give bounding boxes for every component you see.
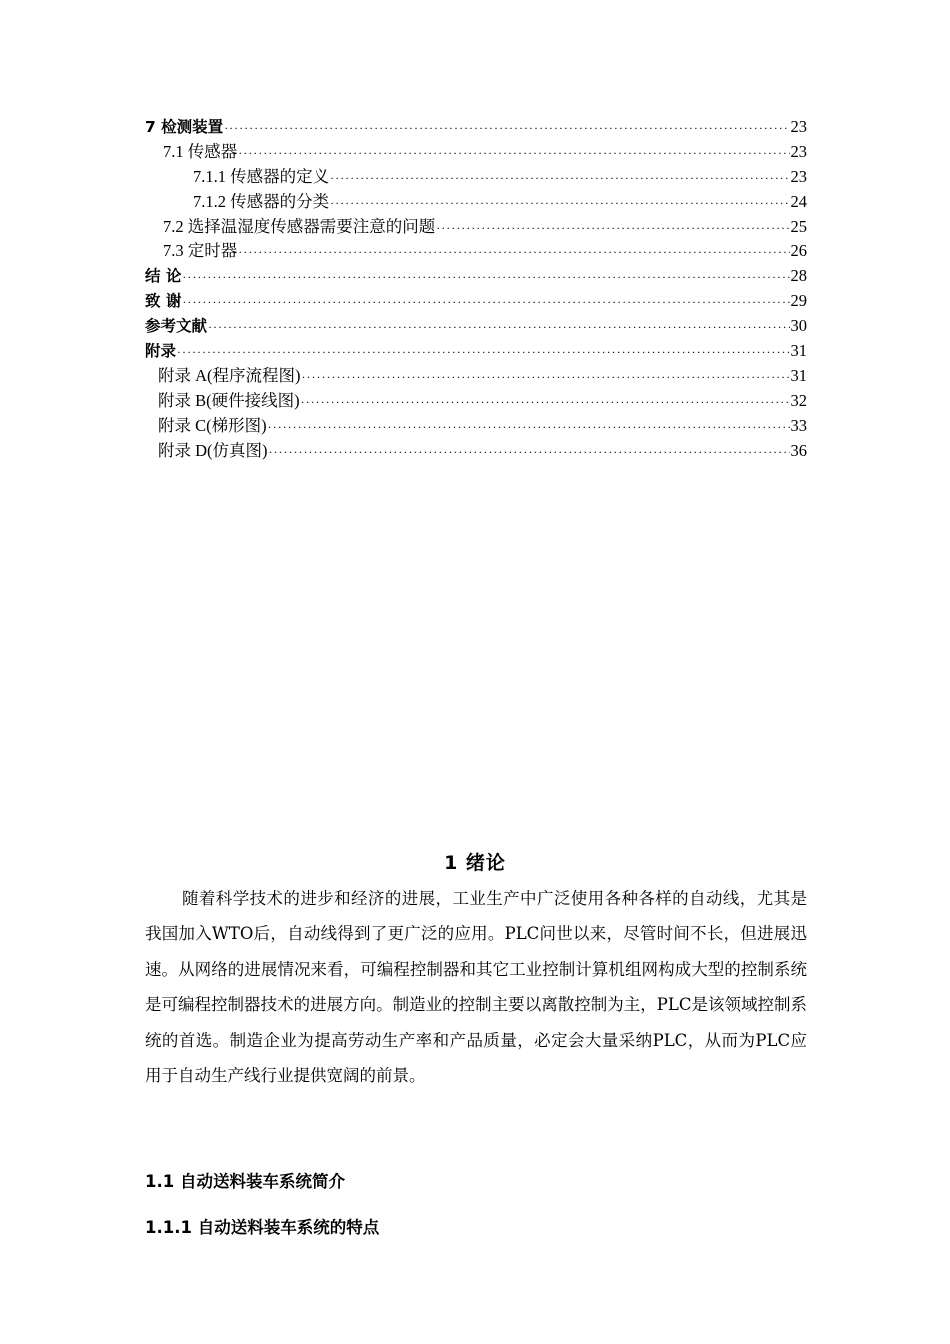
toc-entry-title: 7.3 定时器 (163, 241, 238, 261)
toc-entry-title: 结 论 (145, 267, 182, 286)
toc-entry-title: 附录 C(梯形图) (158, 415, 267, 435)
toc-entry-title: 附录 A(程序流程图) (158, 365, 301, 385)
toc-entry[interactable] (145, 314, 807, 339)
toc-entry[interactable] (145, 165, 807, 190)
toc-dot-leader (238, 141, 789, 166)
toc-entry[interactable] (145, 264, 807, 289)
toc-entry-page: 26 (790, 241, 807, 261)
toc-dot-leader (224, 116, 789, 141)
toc-entry-page: 31 (790, 341, 807, 361)
toc-entry[interactable] (145, 115, 807, 140)
toc-entry-page: 28 (790, 266, 807, 286)
intro-paragraph: 随着科学技术的进步和经济的进展，工业生产中广泛使用各种各样的自动线，尤其是我国加入WTO后，自动线得到了更广泛的应用。PLC问世以来，尽管时间不长，但进展迅速。从网络的进展情况来看，可编程控制器和其它工业控制计算机组网构成大型的控制系统是可编程控制器技术的进展方向。制造业的控制主要以离散控制为主，PLC是该领域控制系统的首选。制造企业为提高劳动生产率和产品质量，必定会大量采纳PLC，从而为PLC应用于自动生产线行业提供宽阔的前景。 (145, 889, 807, 1086)
toc-dot-leader (301, 390, 790, 415)
toc-dot-leader (238, 240, 789, 265)
toc-entry[interactable] (145, 364, 807, 389)
toc-entry[interactable] (145, 439, 807, 464)
section-heading: 1.1 自动送料装车系统简介 (145, 1172, 345, 1191)
toc-entry-title: 附录 B(硬件接线图) (158, 390, 300, 410)
toc-entry[interactable] (145, 289, 807, 314)
toc-dot-leader (330, 191, 789, 216)
toc-entry-page: 29 (790, 291, 807, 311)
toc-dot-leader (177, 340, 789, 365)
table-of-contents (145, 115, 807, 463)
toc-dot-leader (302, 365, 790, 390)
toc-entry-page: 23 (790, 117, 807, 136)
toc-entry[interactable] (145, 339, 807, 364)
toc-entry-title: 7.2 选择温湿度传感器需要注意的问题 (163, 216, 436, 236)
toc-entry[interactable] (145, 215, 807, 240)
chapter-title: 1 绪论 (444, 852, 506, 874)
toc-dot-leader (182, 290, 789, 315)
toc-entry[interactable] (145, 140, 807, 165)
toc-entry-page: 23 (790, 166, 807, 186)
toc-entry-page: 25 (790, 216, 807, 236)
toc-entry[interactable] (145, 190, 807, 215)
toc-entry[interactable] (145, 389, 807, 414)
toc-entry-page: 33 (790, 415, 807, 435)
toc-entry-page: 30 (790, 316, 807, 336)
toc-dot-leader (268, 415, 790, 440)
toc-entry-title: 7.1 传感器 (163, 141, 238, 161)
toc-entry[interactable] (145, 239, 807, 264)
toc-dot-leader (182, 265, 789, 290)
toc-dot-leader (269, 440, 790, 465)
toc-dot-leader (208, 315, 789, 340)
toc-entry-title: 参考文献 (145, 317, 208, 336)
toc-entry-title: 附录 D(仿真图) (158, 440, 268, 460)
toc-entry-title: 7.1.1 传感器的定义 (193, 166, 330, 186)
toc-entry-page: 24 (790, 191, 807, 211)
subsection-heading: 1.1.1 自动送料装车系统的特点 (145, 1218, 380, 1237)
toc-entry-title: 7.1.2 传感器的分类 (193, 191, 330, 211)
toc-entry-title: 附录 (145, 342, 177, 361)
toc-entry-page: 23 (790, 141, 807, 161)
toc-entry-page: 36 (790, 440, 807, 460)
toc-entry-page: 32 (790, 390, 807, 410)
toc-dot-leader (436, 216, 789, 241)
toc-dot-leader (330, 166, 789, 191)
toc-entry-page: 31 (790, 365, 807, 385)
toc-entry-title: 致 谢 (145, 292, 182, 311)
toc-entry-title: 7 检测装置 (145, 118, 224, 136)
toc-entry[interactable] (145, 414, 807, 439)
